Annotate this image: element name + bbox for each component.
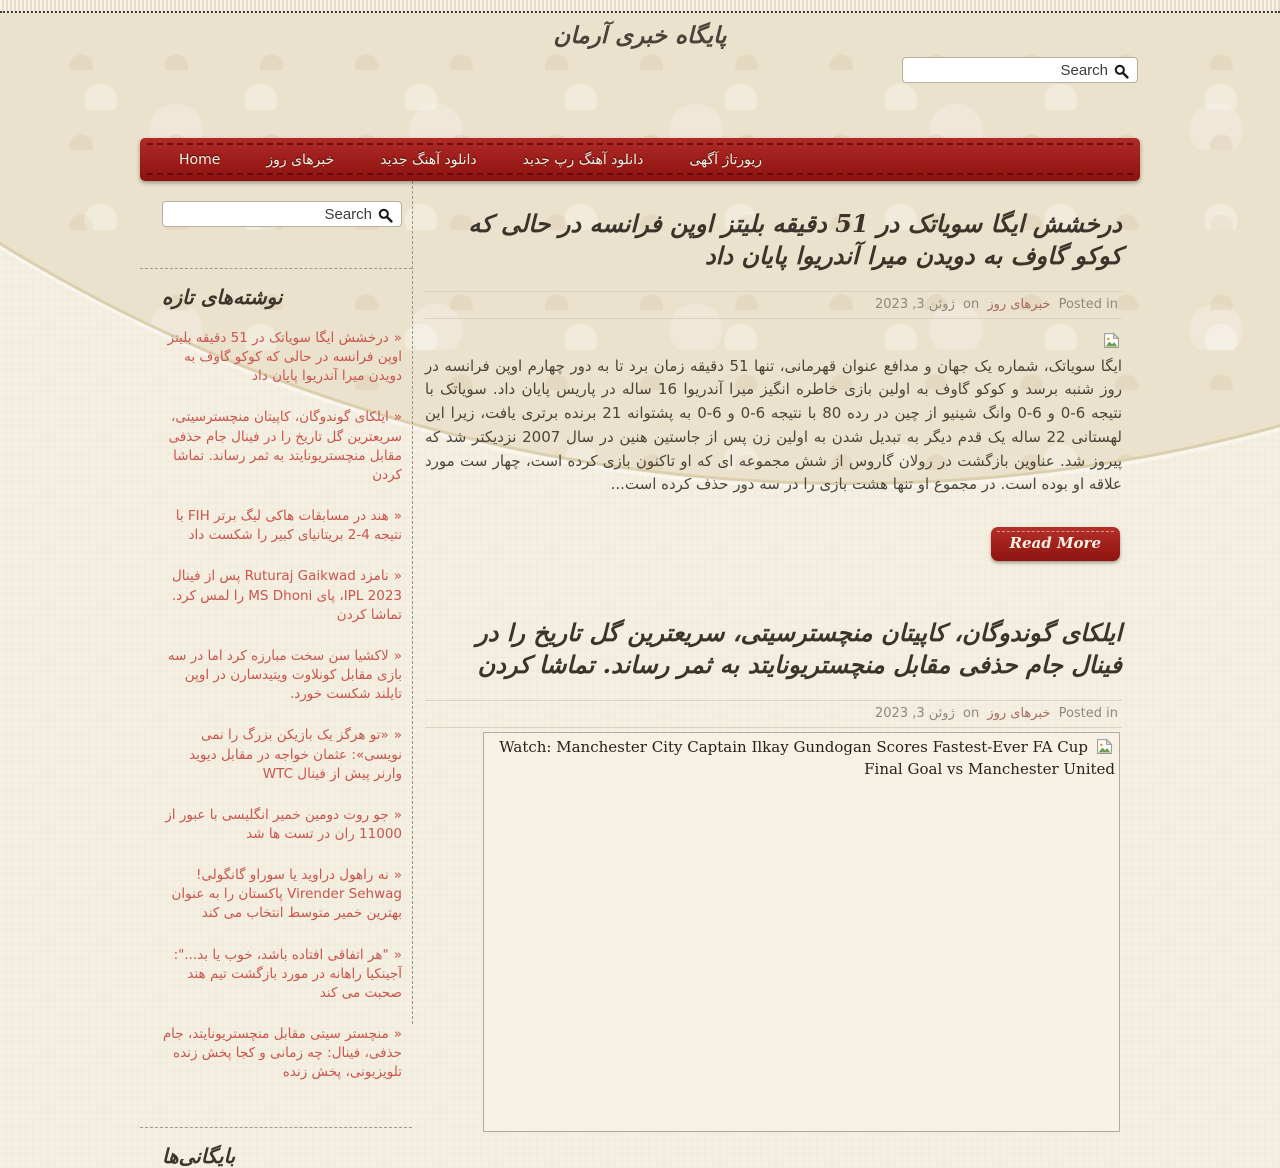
sidebar-divider [140,1127,412,1128]
read-more-button[interactable]: Read More [991,527,1121,561]
recent-post-link[interactable] [162,726,402,783]
site-title: پایگاه خبری آرمان [553,22,727,49]
bullet-marker: « [393,409,402,426]
main-column [413,181,1140,1024]
nav-item[interactable]: Home [179,151,221,168]
nav-item[interactable]: دانلود آهنگ رپ جدید [522,151,644,168]
recent-post-text: نه راهول دراوید یا سوراو گانگولی! Virender Sehwag پاکستان را به عنوان بهترین خمیر متوسط انتخاب می کند [171,867,402,922]
post-title[interactable]: درخشش ایگا سویاتک در 51 دقیقه بلیتز اوپن فرانسه در حالی که کوکو گاوف به دویدن میرا آندریوا پایان داد [468,209,1122,271]
bullet-marker: « [393,508,402,525]
recent-post-link[interactable] [162,866,402,923]
recent-post-text: لاکشیا سن سخت مبارزه کرد اما در سه بازی مقابل کونلاوت ویتیدسارن در اوپن تایلند شکست خورد. [167,647,402,703]
sidebar-divider [140,268,412,269]
post-excerpt: ایگا سویاتک، شماره یک جهان و مدافع عنوان قهرمانی، تنها 51 دقیقه زمان برد تا به دور چهارم اوپن فرانسه در روز شنبه برسد و کوکو گاوف به اولین بازی خاطره انگیز میرا آندریوا 16 ساله در پاریس پایان داد. سویاتک با نتیجه 6-0 و 6-0 وانگ شینیو از چین در رده 80 با نتیجه 6-0 و 6-0 به پشتوانه 21 برنده برتری یافت، زیرا این لهستانی 22 ساله یک قدم دیگر به تبدیل شدن به اولین زن پس از جاستین هنین در سال 2007 نزدیکتر شد که پیروز شد. عناوین بازگشت در رولان گاروس از شش مجموعه ای که او تاکنون بازی کرده است، چهار ست مورد علاقه او بوده است. در مجموع او تنها هشت بازی را در سه دور حذف کرده است... [425,356,1123,494]
post-date: ژوئن 3, 2023 [875,705,955,721]
recent-post-text: منچستر سیتی مقابل منچستریونایتد، جام حذفی، فینال: چه زمانی و کجا پخش زنده تلویزیونی، پخش زنده [162,1026,402,1081]
bullet-marker: « [393,806,402,823]
on-label: on [962,705,980,721]
header-search-input[interactable] [911,62,1112,79]
content-area [140,181,1140,1168]
post-image-placeholder [483,732,1120,1132]
search-icon [378,208,393,223]
post-meta [425,700,1122,728]
archives-heading: بایگانی‌ها [162,1143,236,1168]
recent-post-text: جو روت دومین خمیر انگلیسی با عبور از 11000 ران در تست ها شد [165,806,402,842]
main-nav [140,138,1140,181]
broken-image-icon [427,332,1120,350]
recent-post-text: درخشش ایگا سویاتک در 51 دقیقه بلیتز اوپن فرانسه در حالی که کوکو گاوف به دویدن میرا آندریوا پایان داد [167,330,402,385]
recent-post-text: نامزد Ruturaj Gaikwad پس از فینال IPL 2023، پای MS Dhoni را لمس کرد. تماشا کردن [171,568,402,623]
bullet-marker: « [393,867,402,884]
post-title[interactable]: ایلکای گوندوگان، کاپیتان منچسترسیتی، سریعترین گل تاریخ را در فینال جام حذفی مقابل منچستریونایتد به ثمر رساند. تماشا کردن [476,617,1122,680]
header-search-button[interactable] [1112,62,1129,79]
recent-post-link[interactable] [162,806,402,844]
recent-post-link[interactable] [162,507,402,545]
on-label: on [962,296,980,312]
bullet-marker: « [393,946,402,963]
recent-post-link[interactable] [162,647,402,704]
posted-in-label: Posted in [1058,705,1118,721]
header-search [902,57,1138,83]
sidebar-search [162,201,402,227]
bullet-marker: « [393,568,402,585]
posted-in-label: Posted in [1058,296,1118,312]
bullet-marker: « [393,330,402,346]
page-header [0,13,1280,138]
recent-post-link[interactable] [162,946,402,1003]
nav-list [140,138,1140,181]
recent-post-text: ایلکای گوندوگان، کاپیتان منچسترسیتی، سریعترین گل تاریخ را در فینال جام حذفی مقابل منچستریونایتد به ثمر رساند. تماشا کردن [168,409,402,483]
broken-image-icon [1096,738,1113,755]
bullet-marker: « [393,647,402,664]
nav-item[interactable]: ریورتاژ آگهی [689,151,763,168]
recent-post-link[interactable] [162,567,402,624]
recent-post-link[interactable] [162,408,402,485]
recent-post-text: «تو هرگز یک بازیکن بزرگ را نمی نویسی»: عثمان خواجه در مقابل دیوید وارنر پیش از فینال WTC [189,727,402,782]
bullet-marker: « [393,727,402,744]
search-icon [1114,64,1129,79]
category-link[interactable]: خبرهای روز [987,296,1051,312]
image-alt-text: Watch: Manchester City Captain Ilkay Gundogan Scores Fastest-Ever FA Cup Final Goal vs Manchester United [499,737,1115,779]
sidebar [140,181,413,1168]
recent-post-link[interactable] [162,1025,402,1082]
sidebar-search-input[interactable] [171,206,376,223]
nav-item[interactable]: دانلود آهنگ جدید [380,151,477,168]
post-article-1 [425,208,1122,561]
recent-posts-heading: نوشته‌های تازه [162,285,283,309]
bullet-marker: « [393,1026,402,1043]
post-date: ژوئن 3, 2023 [875,296,955,312]
post-meta [425,291,1122,319]
top-fabric-strip [0,0,1280,13]
sidebar-search-button[interactable] [376,206,393,223]
nav-item[interactable]: خبرهای روز [266,151,335,168]
post-article-2 [425,617,1122,1132]
recent-post-link[interactable] [162,329,402,386]
recent-post-text: "هر اتفاقی افتاده باشد، خوب یا بد...": آجینکیا راهانه در مورد بازگشت تیم هند صحبت می کند [173,946,402,1001]
category-link[interactable]: خبرهای روز [987,705,1051,721]
recent-post-text: هند در مسابقات هاکی لیگ برتر FIH با نتیجه 4-2 بریتانیای کبیر را شکست داد [175,508,402,544]
recent-posts-list [162,329,402,1083]
